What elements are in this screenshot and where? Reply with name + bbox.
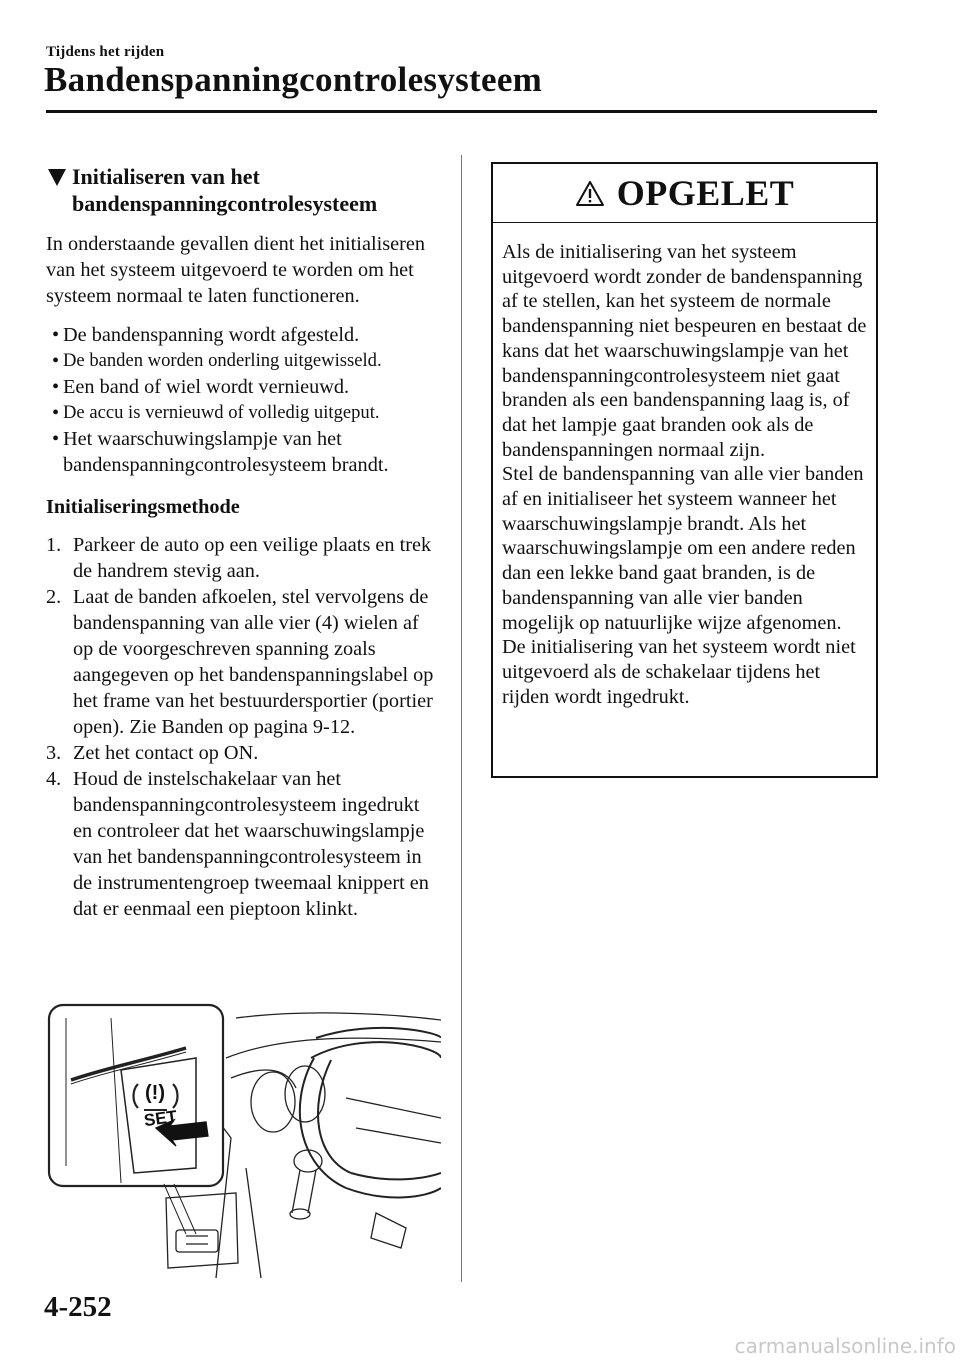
bullet-icon: •: [52, 428, 60, 450]
step-number: 1.: [46, 534, 62, 556]
section-heading-line2: bandenspanningcontrolesysteem: [72, 191, 378, 216]
step-list: [46, 532, 441, 922]
caution-header: [493, 164, 876, 223]
warning-triangle-icon: [575, 180, 605, 207]
bullet-icon: •: [52, 402, 60, 424]
step-text: Laat de banden afkoelen, stel vervolgens de bandenspanning van alle vier (4) wielen af op de voorgeschreven spanning zoals aangegeven op het bandenspanningslabel op het frame van het bestuurdersportier (portier open). Zie Banden op pagina 9-12.: [73, 586, 434, 738]
bullet-icon: •: [52, 324, 60, 346]
dashboard-illustration: [46, 998, 441, 1280]
step-text: Houd de instelschakelaar van het bandenspanningcontrolesysteem ingedrukt en controleer dat het waarschuwingslampje van het bandenspanningcontrolesysteem in de instrumentengroep tweemaal knippert en dat er eenmaal een pieptoon klinkt.: [73, 768, 429, 920]
caution-paragraph: De initialisering van het systeem wordt niet uitgevoerd als de schakelaar tijdens het rijden wordt ingedrukt.: [502, 636, 856, 708]
caution-body: [493, 223, 876, 709]
step-text: Parkeer de auto op een veilige plaats en trek de handrem stevig aan.: [73, 534, 432, 582]
step-item: [46, 740, 441, 766]
list-item-text: De accu is vernieuwd of volledig uitgeput.: [63, 402, 380, 423]
section-heading-line1: Initialiseren van het: [72, 164, 260, 189]
caution-paragraph: Stel de bandenspanning van alle vier banden af en initialiseer het systeem wanneer het waarschuwingslampje brandt. Als het waarschuwingslampje om een andere reden dan een lekke band gaat branden, is de bandenspanning van alle vier banden mogelijk op natuurlijke wijze afgenomen.: [502, 463, 864, 634]
bullet-icon: •: [52, 350, 60, 372]
list-item: [46, 322, 441, 348]
caution-box: [491, 162, 878, 778]
column-divider: [461, 155, 462, 1282]
list-item: [46, 374, 441, 400]
page-title: Bandenspanningcontrolesysteem: [44, 60, 543, 99]
list-item-text: Een band of wiel wordt vernieuwd.: [63, 376, 350, 398]
method-heading: Initialiseringsmethode: [46, 496, 240, 518]
bullet-icon: •: [52, 376, 60, 398]
title-rule: [46, 110, 877, 113]
watermark: carmanualsonline.info: [734, 1334, 956, 1358]
list-item-text: De bandenspanning wordt afgesteld.: [63, 324, 360, 346]
left-column: [46, 163, 441, 922]
step-number: 2.: [46, 586, 62, 608]
list-item-text: Het waarschuwingslampje van het bandenspanningcontrolesysteem brandt.: [63, 428, 389, 476]
page-number: 4-252: [44, 1291, 112, 1323]
step-text: Zet het contact op ON.: [73, 742, 259, 764]
step-item: [46, 584, 441, 740]
step-item: [46, 766, 441, 922]
list-item: [46, 400, 441, 426]
step-number: 4.: [46, 768, 62, 790]
section-heading: [46, 163, 441, 217]
tpms-warning-symbol: (!): [145, 1082, 165, 1104]
intro-paragraph: In onderstaande gevallen dient het initialiseren van het systeem uitgevoerd te worden om het systeem normaal te laten functioneren.: [46, 233, 426, 307]
triangle-marker-icon: [48, 169, 66, 186]
caution-paragraph: Als de initialisering van het systeem uitgevoerd wordt zonder de bandenspanning af te stellen, kan het systeem de normale bandenspanning niet bespeuren en bestaat de kans dat het waarschuwingslampje van het bandenspanningcontrolesysteem niet gaat branden als een bandenspanning laag is, of dat het lampje gaat branden ook als de bandenspanningen normaal zijn.: [502, 241, 867, 461]
step-item: [46, 532, 441, 584]
breadcrumb: Tijdens het rijden: [46, 44, 165, 60]
list-item: [46, 348, 441, 374]
caution-title: OPGELET: [616, 173, 795, 213]
list-item: [46, 426, 441, 478]
step-number: 3.: [46, 742, 62, 764]
list-item-text: De banden worden onderling uitgewisseld.: [63, 350, 382, 371]
set-button-label: SET: [142, 1106, 179, 1131]
section-heading-text: [72, 163, 432, 217]
condition-list: [46, 322, 441, 478]
